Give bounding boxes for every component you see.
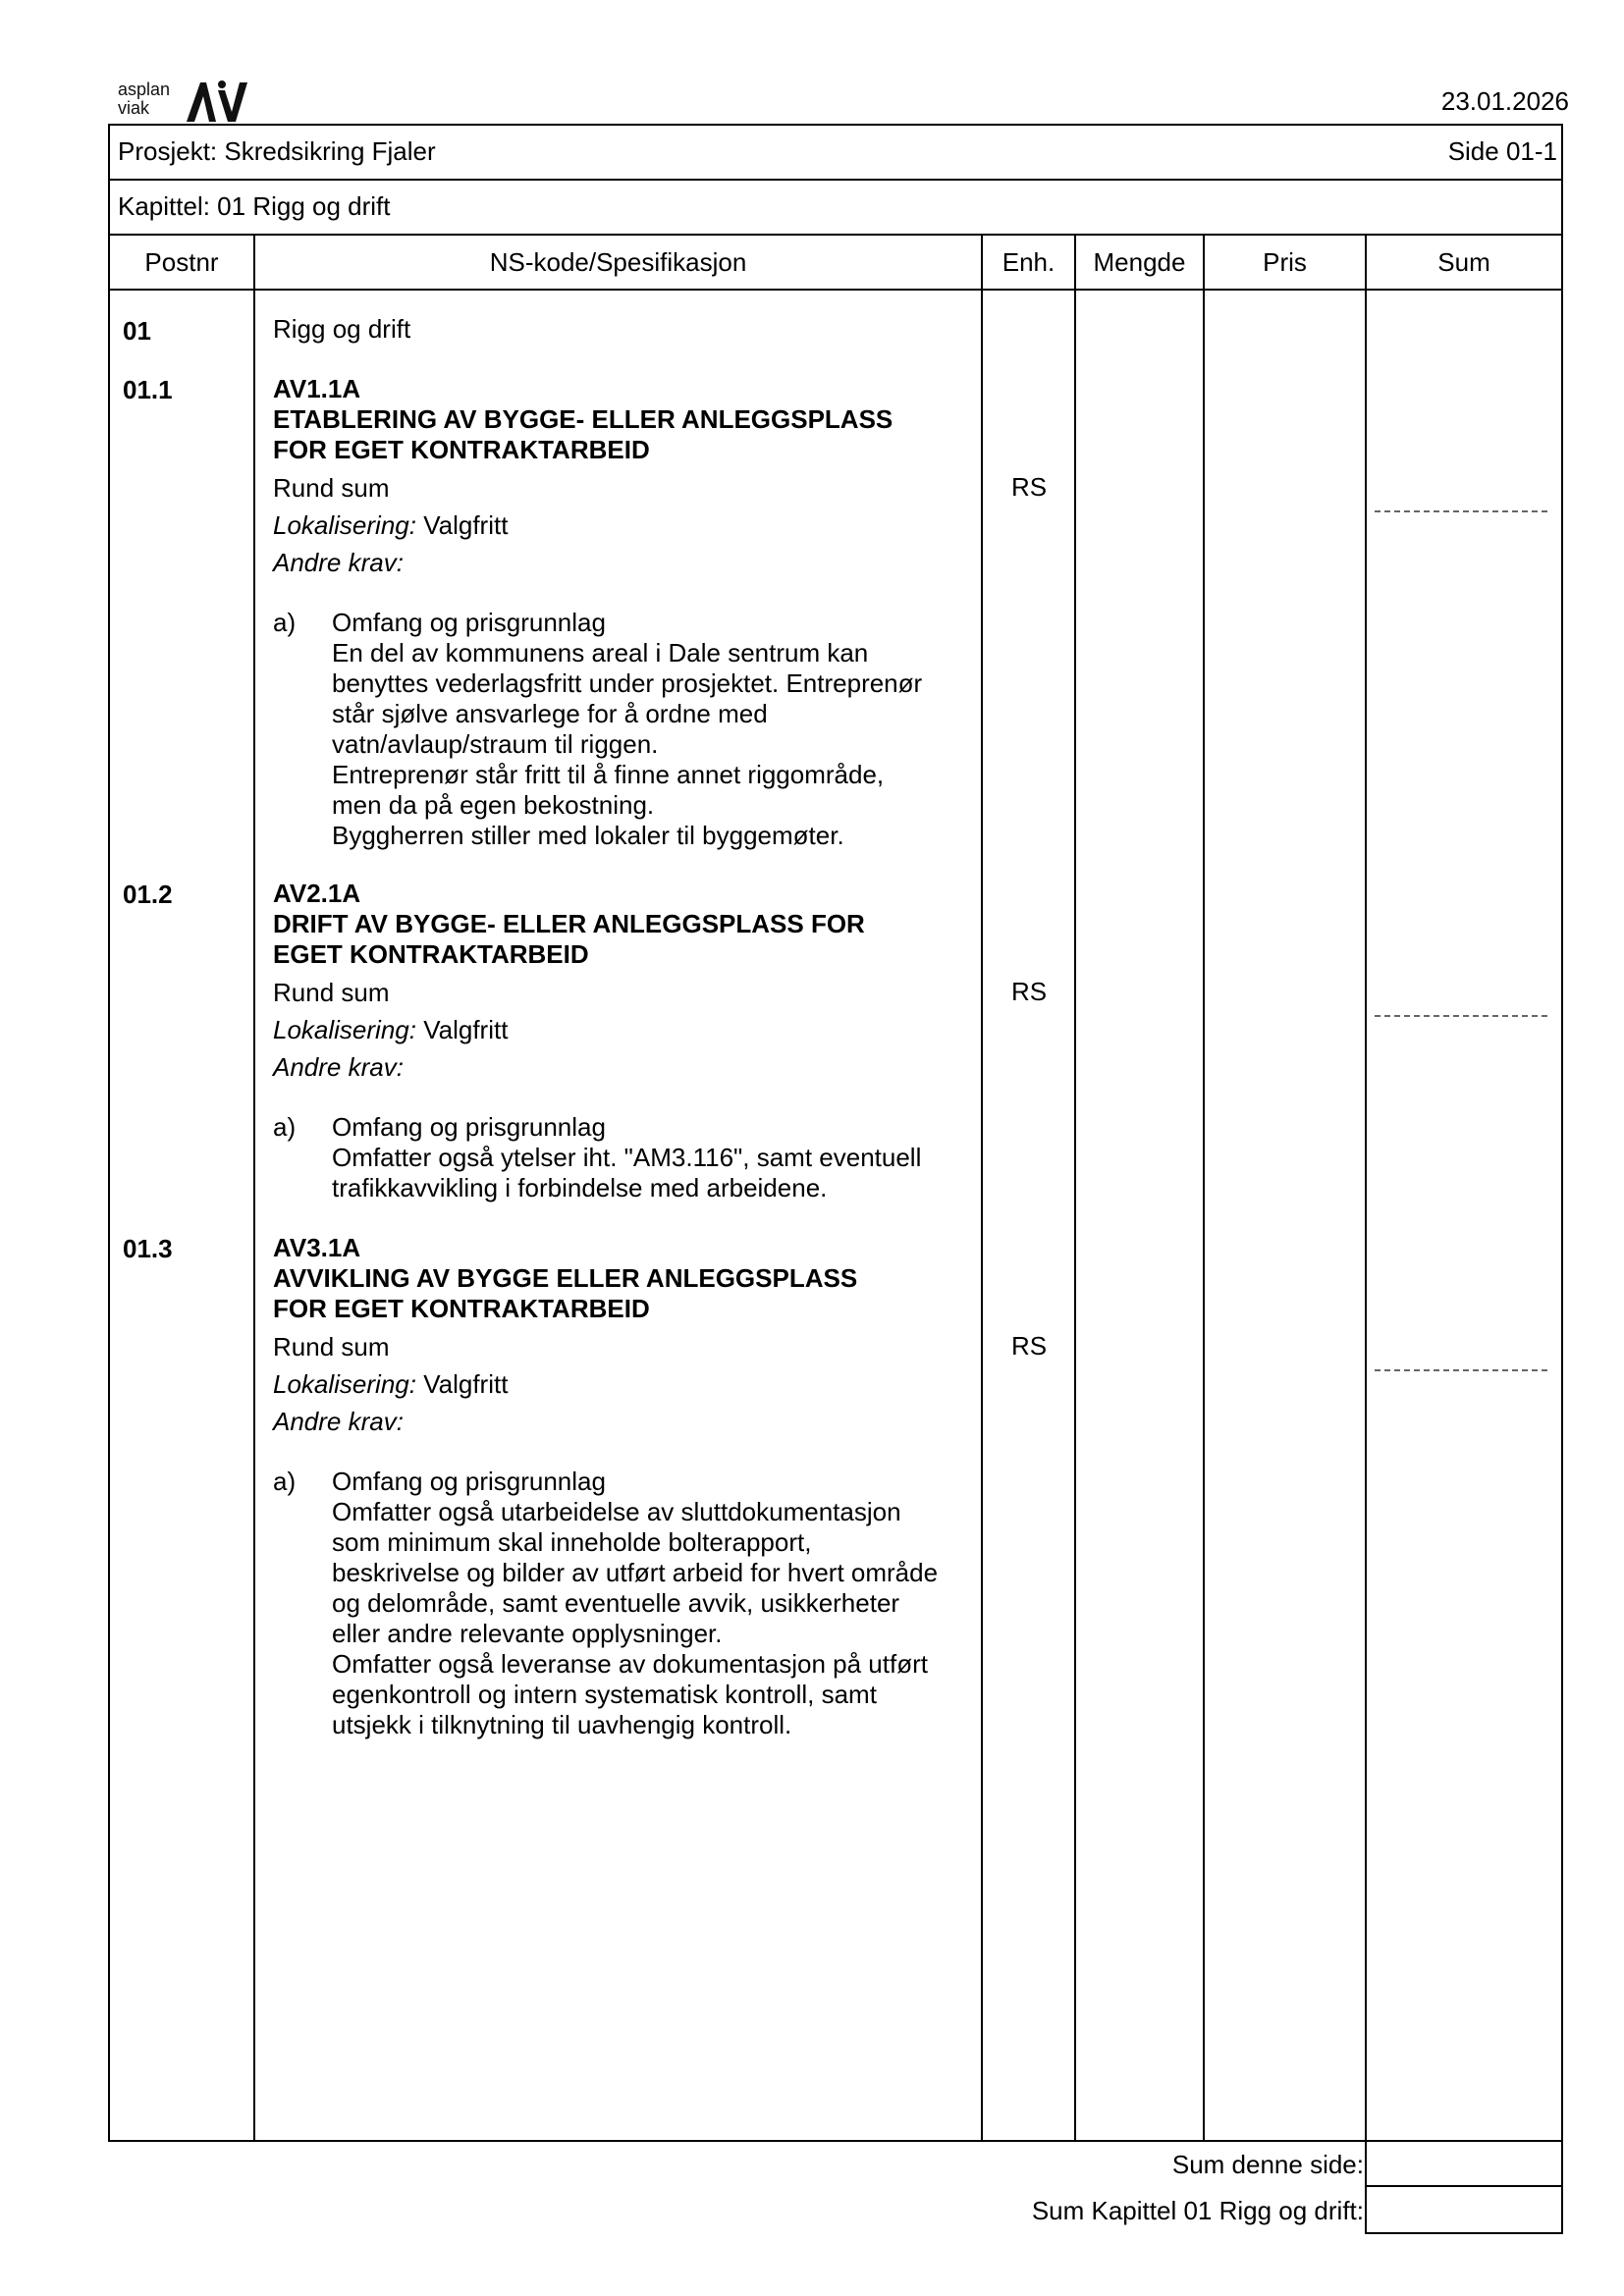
sub-text-line: Omfatter også ytelser iht. "AM3.116", samt eventuell <box>332 1143 922 1172</box>
item-postnr: 01.1 <box>123 375 173 404</box>
item-code: AV1.1A <box>273 374 361 403</box>
logo-wordmark <box>118 80 170 118</box>
item-postnr: 01.3 <box>123 1234 173 1263</box>
frame-project-bottom-line <box>108 179 1563 181</box>
location-label: Lokalisering: <box>273 1369 416 1399</box>
col-sep-price <box>1365 234 1367 2142</box>
sub-text-line: trafikkavvikling i forbindelse med arbeidene. <box>332 1173 828 1202</box>
item-sub-text <box>332 1467 938 1740</box>
col-header-postnr: Postnr <box>144 247 219 277</box>
item-unit: RS <box>1011 1331 1048 1361</box>
item-code: AV2.1A <box>273 879 361 908</box>
item-other-req: Andre krav: <box>273 548 404 577</box>
footer-box-right-line <box>1561 2140 1563 2234</box>
sub-text-line: benyttes vederlagsfritt under prosjektet. Entreprenør <box>332 668 923 698</box>
sub-text-line: eller andre relevante opplysninger. <box>332 1619 723 1648</box>
col-sep-spec <box>981 234 983 2142</box>
col-header-unit: Enh. <box>1001 247 1056 277</box>
col-header-spec: NS-kode/Spesifikasjon <box>489 247 747 277</box>
footer-box-mid-line <box>1365 2185 1563 2187</box>
sub-text-line: En del av kommunens areal i Dale sentrum kan <box>332 638 869 667</box>
col-sep-qty <box>1203 234 1205 2142</box>
sub-text-line: beskrivelse og bilder av utført arbeid for hvert område <box>332 1558 939 1587</box>
footer-box-left-line <box>1365 2140 1367 2234</box>
frame-top-line <box>108 124 1563 126</box>
item-price-basis: Rund sum <box>273 978 390 1007</box>
item-code: AV3.1A <box>273 1233 361 1262</box>
logo-av-mark-icon <box>183 79 251 124</box>
item-sub-text <box>332 608 922 851</box>
sub-text-line: men da på egen bekostning. <box>332 790 655 820</box>
chapter-postnr: 01 <box>123 316 151 346</box>
sub-text-line: og delområde, samt eventuelle avvik, usikkerheter <box>332 1588 900 1618</box>
logo-text-line2: viak <box>118 98 150 118</box>
sub-text-line: Omfatter også utarbeidelse av sluttdokumentasjon <box>332 1497 901 1526</box>
sub-text-line: står sjølve ansvarlege for å ordne med <box>332 699 768 728</box>
item-other-req: Andre krav: <box>273 1052 404 1082</box>
document-date: 23.01.2026 <box>1440 86 1569 116</box>
project-title: Prosjekt: Skredsikring Fjaler <box>118 136 436 166</box>
sum-chapter-label: Sum Kapittel 01 Rigg og drift: <box>1031 2196 1364 2225</box>
frame-right-line <box>1561 124 1563 2142</box>
col-header-price: Pris <box>1263 247 1307 277</box>
item-sub-text <box>332 1112 921 1203</box>
chapter-title: Kapittel: 01 Rigg og drift <box>118 191 391 221</box>
item-location <box>273 510 893 541</box>
item-title-line: DRIFT AV BYGGE- ELLER ANLEGGSPLASS FOR <box>273 909 865 938</box>
item-other-req: Andre krav: <box>273 1407 404 1436</box>
item-title-line: ETABLERING AV BYGGE- ELLER ANLEGGSPLASS <box>273 404 893 434</box>
item-unit: RS <box>1011 472 1048 502</box>
sub-text-line: utsjekk i tilknytning til uavhengig kontroll. <box>332 1710 792 1739</box>
item-title-line: AVVIKLING AV BYGGE ELLER ANLEGGSPLASS <box>273 1263 858 1293</box>
col-sep-unit <box>1074 234 1076 2142</box>
sub-text-line: som minimum skal inneholde bolterapport, <box>332 1527 812 1557</box>
footer-box-bottom-line <box>1365 2232 1563 2234</box>
item-sub-label: a) <box>273 1467 297 1496</box>
item-sub-label: a) <box>273 608 297 637</box>
sum-placeholder-line <box>1375 510 1547 512</box>
item-price-basis: Rund sum <box>273 1332 390 1362</box>
sub-text-line: Omfatter også leveranse av dokumentasjon på utført <box>332 1649 928 1679</box>
col-sep-postnr <box>253 234 255 2142</box>
sum-placeholder-line <box>1375 1369 1547 1371</box>
frame-colhead-bottom-line <box>108 289 1563 291</box>
item-spec <box>273 374 893 578</box>
item-title-line: FOR EGET KONTRAKTARBEID <box>273 435 650 464</box>
sub-text-line: Byggherren stiller med lokaler til byggemøter. <box>332 821 844 850</box>
item-title-line: EGET KONTRAKTARBEID <box>273 939 589 969</box>
item-unit: RS <box>1011 977 1048 1006</box>
sub-text-line: Omfang og prisgrunnlag <box>332 608 606 637</box>
sub-text-line: Omfang og prisgrunnlag <box>332 1112 606 1142</box>
col-header-sum: Sum <box>1437 247 1490 277</box>
logo-text-line1: asplan <box>118 80 171 99</box>
col-header-qty: Mengde <box>1093 247 1186 277</box>
location-value: Valgfritt <box>415 510 509 540</box>
item-spec <box>273 1233 857 1437</box>
frame-chapter-bottom-line <box>108 234 1563 236</box>
chapter-row-title: Rigg og drift <box>273 314 411 344</box>
sub-text-line: Omfang og prisgrunnlag <box>332 1467 606 1496</box>
item-sub-label: a) <box>273 1112 297 1142</box>
item-location <box>273 1015 865 1045</box>
sub-text-line: vatn/avlaup/straum til riggen. <box>332 729 659 759</box>
sub-text-line: Entreprenør står fritt til å finne annet riggområde, <box>332 760 885 789</box>
location-label: Lokalisering: <box>273 1015 416 1044</box>
sum-placeholder-line <box>1375 1015 1547 1017</box>
location-label: Lokalisering: <box>273 510 416 540</box>
sub-text-line: egenkontroll og intern systematisk kontroll, samt <box>332 1680 877 1709</box>
item-location <box>273 1369 857 1400</box>
frame-table-bottom-line <box>108 2140 1563 2142</box>
location-value: Valgfritt <box>415 1015 509 1044</box>
company-logo <box>118 79 255 128</box>
item-postnr: 01.2 <box>123 880 173 909</box>
frame-left-line <box>108 124 110 2142</box>
sum-page-label: Sum denne side: <box>1171 2150 1364 2179</box>
location-value: Valgfritt <box>415 1369 509 1399</box>
item-title-line: FOR EGET KONTRAKTARBEID <box>273 1294 650 1323</box>
item-price-basis: Rund sum <box>273 473 390 503</box>
page-number: Side 01-1 <box>1447 136 1557 166</box>
item-spec <box>273 879 865 1083</box>
